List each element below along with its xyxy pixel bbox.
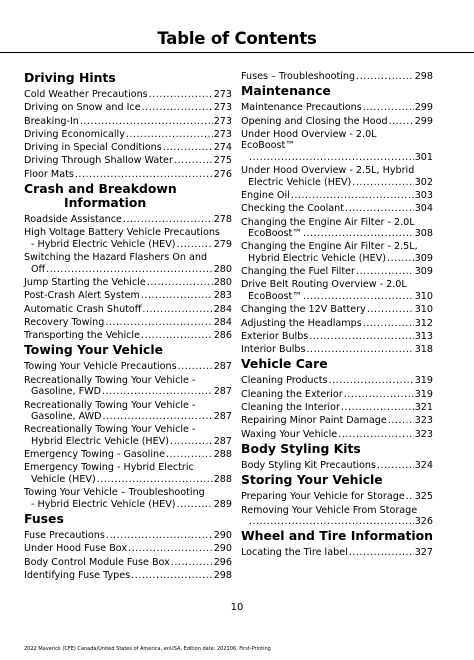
toc-entry-title: Cleaning Products (241, 375, 328, 387)
dot-leader (142, 102, 213, 114)
toc-entry-page-number: 319 (414, 388, 433, 400)
toc-entry-removing-your-vehicle-from-storage[interactable] (241, 505, 433, 528)
toc-entry-page-number: 280 (213, 276, 232, 288)
toc-entry-row (24, 361, 232, 373)
toc-entry-title: Driving Economically (24, 128, 125, 140)
toc-entry-title: Driving in Special Conditions (24, 142, 162, 154)
toc-entry-floor-mats[interactable] (24, 169, 232, 181)
toc-entry-row (24, 449, 232, 461)
toc-entry-title: Interior Bulbs (241, 344, 306, 356)
toc-entry-title: Checking the Coolant (241, 203, 345, 215)
toc-entry-page-number: 301 (414, 151, 433, 163)
toc-entry-row (24, 102, 232, 114)
toc-entry-identifying-fuse-types[interactable] (24, 570, 232, 582)
toc-entry-title: Engine Oil (241, 189, 290, 201)
toc-entry-row (24, 330, 232, 342)
section-heading-body-styling-kits (241, 442, 433, 456)
toc-entry-jump-starting-the-vehicle[interactable] (24, 277, 232, 289)
toc-entry-row (24, 570, 232, 582)
toc-entry-page-number: 278 (213, 214, 232, 226)
toc-entry-row (24, 386, 232, 398)
toc-entry-row (241, 415, 433, 427)
toc-entry-cold-weather-precautions[interactable] (24, 89, 232, 101)
toc-entry-title: Identifying Fuse Types (24, 569, 131, 581)
toc-entry-page-number: 287 (213, 386, 232, 398)
toc-entry-row (24, 304, 232, 316)
toc-entry-row (241, 491, 433, 503)
toc-entry-recovery-towing[interactable] (24, 317, 232, 329)
toc-entry-row (241, 152, 433, 164)
dot-leader (363, 102, 414, 114)
toc-entry-title: - Hybrid Electric Vehicle (HEV) (31, 238, 176, 250)
section-heading-line: Body Styling Kits (241, 440, 361, 456)
header-divider (0, 52, 474, 53)
dot-leader (171, 557, 213, 569)
toc-entry-page-number: 299 (414, 102, 433, 114)
toc-entry-page-number: 325 (414, 491, 433, 503)
dot-leader (406, 491, 414, 503)
toc-entry-title-line: Emergency Towing - Hybrid Electric (24, 462, 194, 474)
toc-entry-waxing-your-vehicle[interactable] (241, 429, 433, 441)
dot-leader (352, 177, 413, 189)
dot-leader (387, 253, 414, 265)
toc-entry-page-number: 298 (213, 569, 232, 581)
toc-entry-row (24, 277, 232, 289)
section-heading-fuses (24, 512, 232, 526)
toc-entry-title: Floor Mats (24, 168, 74, 180)
dot-leader (388, 415, 414, 427)
toc-entry-row (241, 460, 433, 472)
dot-leader (97, 474, 213, 486)
dot-leader (306, 344, 413, 356)
toc-entry-row (24, 411, 232, 423)
dot-leader (126, 129, 213, 141)
toc-entry-page-number: 286 (213, 330, 232, 342)
toc-entry-title: Hybrid Electric Vehicle (HEV) (248, 252, 387, 264)
toc-entry-row (24, 530, 232, 542)
toc-entry-row (241, 266, 433, 278)
dot-leader (338, 429, 414, 441)
toc-entry-row (24, 264, 232, 276)
toc-entry-row (241, 318, 433, 330)
dot-leader (141, 330, 213, 342)
toc-entry-row (241, 228, 433, 240)
section-heading-driving-hints (24, 71, 232, 85)
toc-entry-page-number: 274 (213, 142, 232, 154)
dot-leader (174, 155, 213, 167)
section-heading-line: Crash and Breakdown (24, 181, 177, 197)
toc-entry-page-number: 323 (414, 428, 433, 440)
section-heading-storing-your-vehicle (241, 473, 433, 487)
toc-entry-page-number: 288 (213, 473, 232, 485)
dot-leader (103, 411, 213, 423)
toc-entry-breaking-in[interactable] (24, 116, 232, 128)
toc-entry-page-number: 303 (414, 189, 433, 201)
toc-entry-row (241, 331, 433, 343)
toc-entry-fuses-troubleshooting[interactable] (241, 71, 433, 83)
toc-entry-title: Recovery Towing (24, 316, 105, 328)
section-heading-maintenance (241, 84, 433, 98)
toc-entry-title-line: Changing the Engine Air Filter - 2.0L (241, 216, 415, 228)
section-heading-wheel-and-tire-information (241, 529, 433, 543)
toc-entry-page-number: 318 (414, 344, 433, 356)
section-heading-line: Driving Hints (24, 70, 116, 85)
footer-edition-info: 2022 Maverick (CFE) Canada/United States of America, enUSA, Edition date: 202106, First-Printing (24, 646, 271, 652)
toc-entry-title-line: High Voltage Battery Vehicle Precautions (24, 227, 220, 239)
dot-leader (123, 214, 213, 226)
toc-entry-page-number: 296 (213, 556, 232, 568)
toc-entry-title: Preparing Your Vehicle for Storage (241, 491, 405, 503)
toc-entry-page-number: 273 (213, 115, 232, 127)
toc-entry-page-number: 298 (414, 71, 433, 82)
toc-entry-page-number: 290 (213, 530, 232, 542)
toc-entry-title: Body Styling Kit Precautions (241, 459, 376, 471)
toc-entry-page-number: 287 (213, 435, 232, 447)
toc-entry-page-number: 273 (213, 102, 232, 114)
toc-entry-title: Jump Starting the Vehicle (24, 276, 146, 288)
toc-entry-changing-the-engine-air-filter-2-0l-ecoboost[interactable] (241, 217, 433, 240)
toc-entry-title-line: Towing Your Vehicle – Troubleshooting (24, 487, 205, 499)
section-heading-line: Maintenance (241, 83, 331, 99)
toc-entry-title: Driving on Snow and Ice (24, 102, 141, 114)
toc-section (241, 529, 433, 559)
section-heading-line: Fuses (24, 511, 64, 527)
toc-entry-title: Opening and Closing the Hood (241, 115, 388, 127)
toc-entry-title: Changing the Fuel Filter (241, 266, 355, 278)
toc-entry-automatic-crash-shutoff[interactable] (24, 304, 232, 316)
dot-leader (367, 304, 414, 316)
toc-entry-engine-oil[interactable] (241, 190, 433, 202)
toc-entry-title: Under Hood Fuse Box (24, 543, 128, 555)
toc-right-column (241, 71, 433, 561)
toc-entry-page-number: 321 (414, 402, 433, 414)
toc-entry-row (241, 203, 433, 215)
dot-leader (177, 239, 213, 251)
section-heading-crash-and-breakdown-information (24, 182, 232, 210)
toc-entry-page-number: 284 (213, 316, 232, 328)
toc-entry-checking-the-coolant[interactable] (241, 203, 433, 215)
toc-entry-row (241, 389, 433, 401)
toc-entry-fuse-precautions[interactable] (24, 530, 232, 542)
toc-section (24, 182, 232, 342)
dot-leader (345, 203, 414, 215)
toc-entry-cleaning-the-exterior[interactable] (241, 389, 433, 401)
toc-entry-drive-belt-routing-overview-2-0l-ecoboost[interactable] (241, 279, 433, 302)
toc-entry-opening-and-closing-the-hood[interactable] (241, 116, 433, 128)
toc-entry-row (24, 499, 232, 511)
dot-leader (166, 449, 213, 461)
dot-leader (141, 290, 213, 302)
toc-entry-page-number: 284 (213, 303, 232, 315)
toc-entry-row (241, 253, 433, 265)
toc-entry-page-number: 310 (414, 304, 433, 316)
dot-leader (142, 304, 212, 316)
toc-entry-row (241, 304, 433, 316)
toc-section (241, 473, 433, 527)
dot-leader (170, 436, 213, 448)
toc-entry-row (24, 214, 232, 226)
toc-entry-high-voltage-battery-vehicle-precautions-hybrid-electric-vehicle-hev[interactable] (24, 227, 232, 250)
toc-entry-page-number: 289 (213, 498, 232, 510)
toc-entry-title-line: Switching the Hazard Flashers On and (24, 252, 208, 264)
toc-entry-title-line: Removing Your Vehicle From Storage (241, 504, 418, 516)
toc-entry-title: Roadside Assistance (24, 214, 122, 226)
toc-entry-recreationally-towing-your-vehicle-gasoline-fwd[interactable] (24, 375, 232, 398)
toc-section (24, 343, 232, 510)
toc-entry-maintenance-precautions[interactable] (241, 102, 433, 114)
toc-entry-recreationally-towing-your-vehicle-hybrid-electric-vehicle-hev[interactable] (24, 424, 232, 447)
toc-entry-repairing-minor-paint-damage[interactable] (241, 415, 433, 427)
section-heading-line: Vehicle Care (241, 356, 328, 372)
toc-entry-title-line: Under Hood Overview - 2.5L, Hybrid (241, 165, 415, 177)
toc-entry-roadside-assistance[interactable] (24, 214, 232, 226)
toc-entry-title: Waxing Your Vehicle (241, 428, 338, 440)
dot-leader (377, 460, 414, 472)
toc-entry-title: Exterior Bulbs (241, 330, 309, 342)
toc-entry-title: Fuse Precautions (24, 530, 105, 542)
dot-leader (249, 516, 414, 528)
toc-entry-under-hood-fuse-box[interactable] (24, 543, 232, 555)
toc-entry-row (241, 375, 433, 387)
toc-entry-page-number: 310 (414, 290, 433, 302)
toc-entry-page-number: 276 (213, 168, 232, 180)
dot-leader (178, 361, 213, 373)
toc-entry-row (24, 543, 232, 555)
toc-entry-title: Breaking-In (24, 115, 79, 127)
toc-entry-title: - Hybrid Electric Vehicle (HEV) (31, 498, 176, 510)
toc-entry-adjusting-the-headlamps[interactable] (241, 318, 433, 330)
toc-entry-page-number: 312 (414, 317, 433, 329)
toc-entry-title: Locating the Tire label (241, 547, 348, 559)
toc-entry-page-number: 324 (414, 459, 433, 471)
dot-leader (128, 543, 213, 555)
toc-entry-exterior-bulbs[interactable] (241, 331, 433, 343)
dot-leader (291, 190, 414, 202)
toc-section (24, 71, 232, 180)
toc-entry-row (241, 547, 433, 559)
toc-section (241, 84, 433, 355)
toc-entry-cleaning-the-interior[interactable] (241, 402, 433, 414)
toc-entry-row (24, 436, 232, 448)
toc-entry-title: Gasoline, AWD (31, 411, 102, 423)
toc-entry-page-number: 283 (213, 290, 232, 302)
toc-entry-title-line: Recreationally Towing Your Vehicle - (24, 374, 196, 386)
toc-entry-row (24, 142, 232, 154)
toc-entry-title: Cold Weather Precautions (24, 89, 148, 100)
toc-entry-page-number: 326 (414, 516, 433, 528)
toc-entry-row (241, 102, 433, 114)
dot-leader (329, 375, 414, 387)
toc-entry-row (24, 129, 232, 141)
toc-entry-row (24, 317, 232, 329)
dot-leader (163, 142, 213, 154)
toc-entry-title: Body Control Module Fuse Box (24, 556, 170, 568)
dot-leader (149, 89, 213, 101)
toc-entry-title: Adjusting the Headlamps (241, 317, 362, 329)
toc-entry-emergency-towing-hybrid-electric-vehicle-hev[interactable] (24, 462, 232, 485)
toc-entry-row (241, 516, 433, 528)
toc-entry-body-control-module-fuse-box[interactable] (24, 557, 232, 569)
toc-entry-row (24, 169, 232, 181)
toc-entry-page-number: 287 (213, 411, 232, 423)
toc-entry-title: Fuses – Troubleshooting (241, 71, 356, 82)
toc-entry-row (241, 291, 433, 303)
toc-entry-driving-economically[interactable] (24, 129, 232, 141)
dot-leader (341, 402, 414, 414)
section-heading-line: Information (64, 195, 147, 211)
toc-entry-recreationally-towing-your-vehicle-gasoline-awd[interactable] (24, 400, 232, 423)
toc-entry-page-number: 309 (414, 266, 433, 278)
toc-entry-title-line: Changing the Engine Air Filter - 2.5L, (241, 241, 418, 253)
dot-leader (344, 389, 414, 401)
dot-leader (349, 547, 414, 559)
dot-leader (105, 317, 212, 329)
toc-entry-title-line: Recreationally Towing Your Vehicle - (24, 399, 196, 411)
toc-entry-title: Transporting the Vehicle (24, 330, 141, 342)
toc-entry-title: Vehicle (HEV) (31, 473, 96, 485)
dot-leader (147, 277, 213, 289)
toc-entry-title: Towing Your Vehicle Precautions (24, 361, 177, 373)
toc-entry-row (241, 116, 433, 128)
toc-entry-page-number: 287 (213, 361, 232, 373)
toc-entry-transporting-the-vehicle[interactable] (24, 330, 232, 342)
dot-leader (46, 264, 213, 276)
toc-entry-page-number: 327 (414, 547, 433, 559)
toc-entry-title-line: Under Hood Overview - 2.0L EcoBoost™ (241, 128, 377, 152)
toc-entry-towing-your-vehicle-precautions[interactable] (24, 361, 232, 373)
toc-entry-row (24, 239, 232, 251)
toc-entry-row (24, 116, 232, 128)
toc-entry-body-styling-kit-precautions[interactable] (241, 460, 433, 472)
toc-entry-page-number: 313 (414, 330, 433, 342)
toc-entry-row (24, 290, 232, 302)
toc-entry-page-number: 304 (414, 203, 433, 215)
toc-entry-title: Post-Crash Alert System (24, 290, 140, 302)
toc-entry-driving-on-snow-and-ice[interactable] (24, 102, 232, 114)
toc-entry-title-line: Recreationally Towing Your Vehicle - (24, 424, 196, 436)
toc-entry-driving-in-special-conditions[interactable] (24, 142, 232, 154)
toc-entry-title: Electric Vehicle (HEV) (248, 176, 352, 188)
toc-entry-title-line: Drive Belt Routing Overview - 2.0L (241, 279, 407, 291)
toc-entry-page-number: 288 (213, 449, 232, 461)
dot-leader (131, 570, 213, 582)
section-heading-line: Towing Your Vehicle (24, 342, 163, 358)
toc-entry-title: Emergency Towing - Gasoline (24, 449, 165, 461)
toc-entry-page-number: 273 (213, 89, 232, 100)
toc-left-column (24, 71, 232, 583)
dot-leader (102, 386, 213, 398)
toc-entry-interior-bulbs[interactable] (241, 344, 433, 356)
toc-entry-page-number: 308 (414, 228, 433, 240)
toc-entry-changing-the-12v-battery[interactable] (241, 304, 433, 316)
toc-entry-row (241, 402, 433, 414)
toc-entry-locating-the-tire-label[interactable] (241, 547, 433, 559)
toc-entry-row (24, 155, 232, 167)
toc-entry-row (24, 557, 232, 569)
toc-section (24, 512, 232, 581)
toc-entry-switching-the-hazard-flashers-on-and-off[interactable] (24, 252, 232, 275)
section-heading-vehicle-care (241, 357, 433, 371)
dot-leader (363, 318, 414, 330)
toc-entry-under-hood-overview-2-0l-ecoboost[interactable] (241, 129, 433, 164)
toc-entry-towing-your-vehicle-troubleshooting-hybrid-electric-vehicle-hev[interactable] (24, 487, 232, 510)
toc-entry-page-number: 280 (213, 263, 232, 275)
dot-leader (303, 291, 414, 303)
toc-entry-title: Cleaning the Exterior (241, 388, 343, 400)
toc-entry-preparing-your-vehicle-for-storage[interactable] (241, 491, 433, 503)
toc-section (241, 71, 433, 83)
toc-entry-changing-the-engine-air-filter-2-5l-hybrid-electric-vehicle-hev[interactable] (241, 241, 433, 264)
dot-leader (389, 116, 414, 128)
toc-entry-title: Off (31, 263, 46, 275)
toc-entry-driving-through-shallow-water[interactable] (24, 155, 232, 167)
dot-leader (80, 116, 213, 128)
toc-entry-title: EcoBoost™ (248, 290, 302, 302)
toc-entry-page-number: 302 (414, 176, 433, 188)
toc-entry-row (24, 474, 232, 486)
section-heading-towing-your-vehicle (24, 343, 232, 357)
toc-entry-cleaning-products[interactable] (241, 375, 433, 387)
dot-leader (106, 530, 213, 542)
dot-leader (249, 152, 414, 164)
toc-entry-page-number: 323 (414, 415, 433, 427)
section-heading-line: Wheel and Tire Information (241, 528, 433, 544)
toc-entry-title: Automatic Crash Shutoff (24, 303, 142, 315)
toc-entry-row (241, 429, 433, 441)
toc-entry-page-number: 309 (414, 252, 433, 264)
dot-leader (75, 169, 213, 181)
toc-entry-title: Hybrid Electric Vehicle (HEV) (31, 435, 170, 447)
page-title: Table of Contents (157, 29, 317, 48)
toc-entry-page-number: 319 (414, 375, 433, 387)
toc-entry-title: Maintenance Precautions (241, 102, 362, 114)
toc-entry-row (241, 71, 433, 83)
toc-entry-title: EcoBoost™ (248, 228, 302, 240)
toc-entry-page-number: 279 (213, 238, 232, 250)
toc-entry-title: Changing the 12V Battery (241, 304, 366, 316)
toc-entry-under-hood-overview-2-5l-hybrid-electric-vehicle-hev[interactable] (241, 165, 433, 188)
dot-leader (356, 71, 414, 83)
toc-entry-page-number: 290 (213, 543, 232, 555)
toc-entry-title: Cleaning the Interior (241, 402, 340, 414)
toc-section (241, 357, 433, 440)
dot-leader (356, 266, 414, 278)
toc-entry-title: Driving Through Shallow Water (24, 155, 173, 167)
dot-leader (309, 331, 413, 343)
toc-entry-row (24, 89, 232, 101)
toc-entry-page-number: 299 (414, 115, 433, 127)
toc-entry-title: Repairing Minor Paint Damage (241, 415, 387, 427)
toc-entry-title: Gasoline, FWD (31, 386, 101, 398)
toc-entry-emergency-towing-gasoline[interactable] (24, 449, 232, 461)
toc-entry-row (241, 190, 433, 202)
toc-entry-page-number: 275 (213, 155, 232, 167)
section-heading-line: Storing Your Vehicle (241, 472, 383, 488)
toc-entry-post-crash-alert-system[interactable] (24, 290, 232, 302)
toc-section (241, 442, 433, 472)
page-number: 10 (230, 602, 244, 613)
dot-leader (303, 228, 414, 240)
toc-entry-row (241, 344, 433, 356)
toc-entry-changing-the-fuel-filter[interactable] (241, 266, 433, 278)
toc-entry-page-number: 273 (213, 128, 232, 140)
toc-entry-row (241, 177, 433, 189)
dot-leader (177, 499, 213, 511)
